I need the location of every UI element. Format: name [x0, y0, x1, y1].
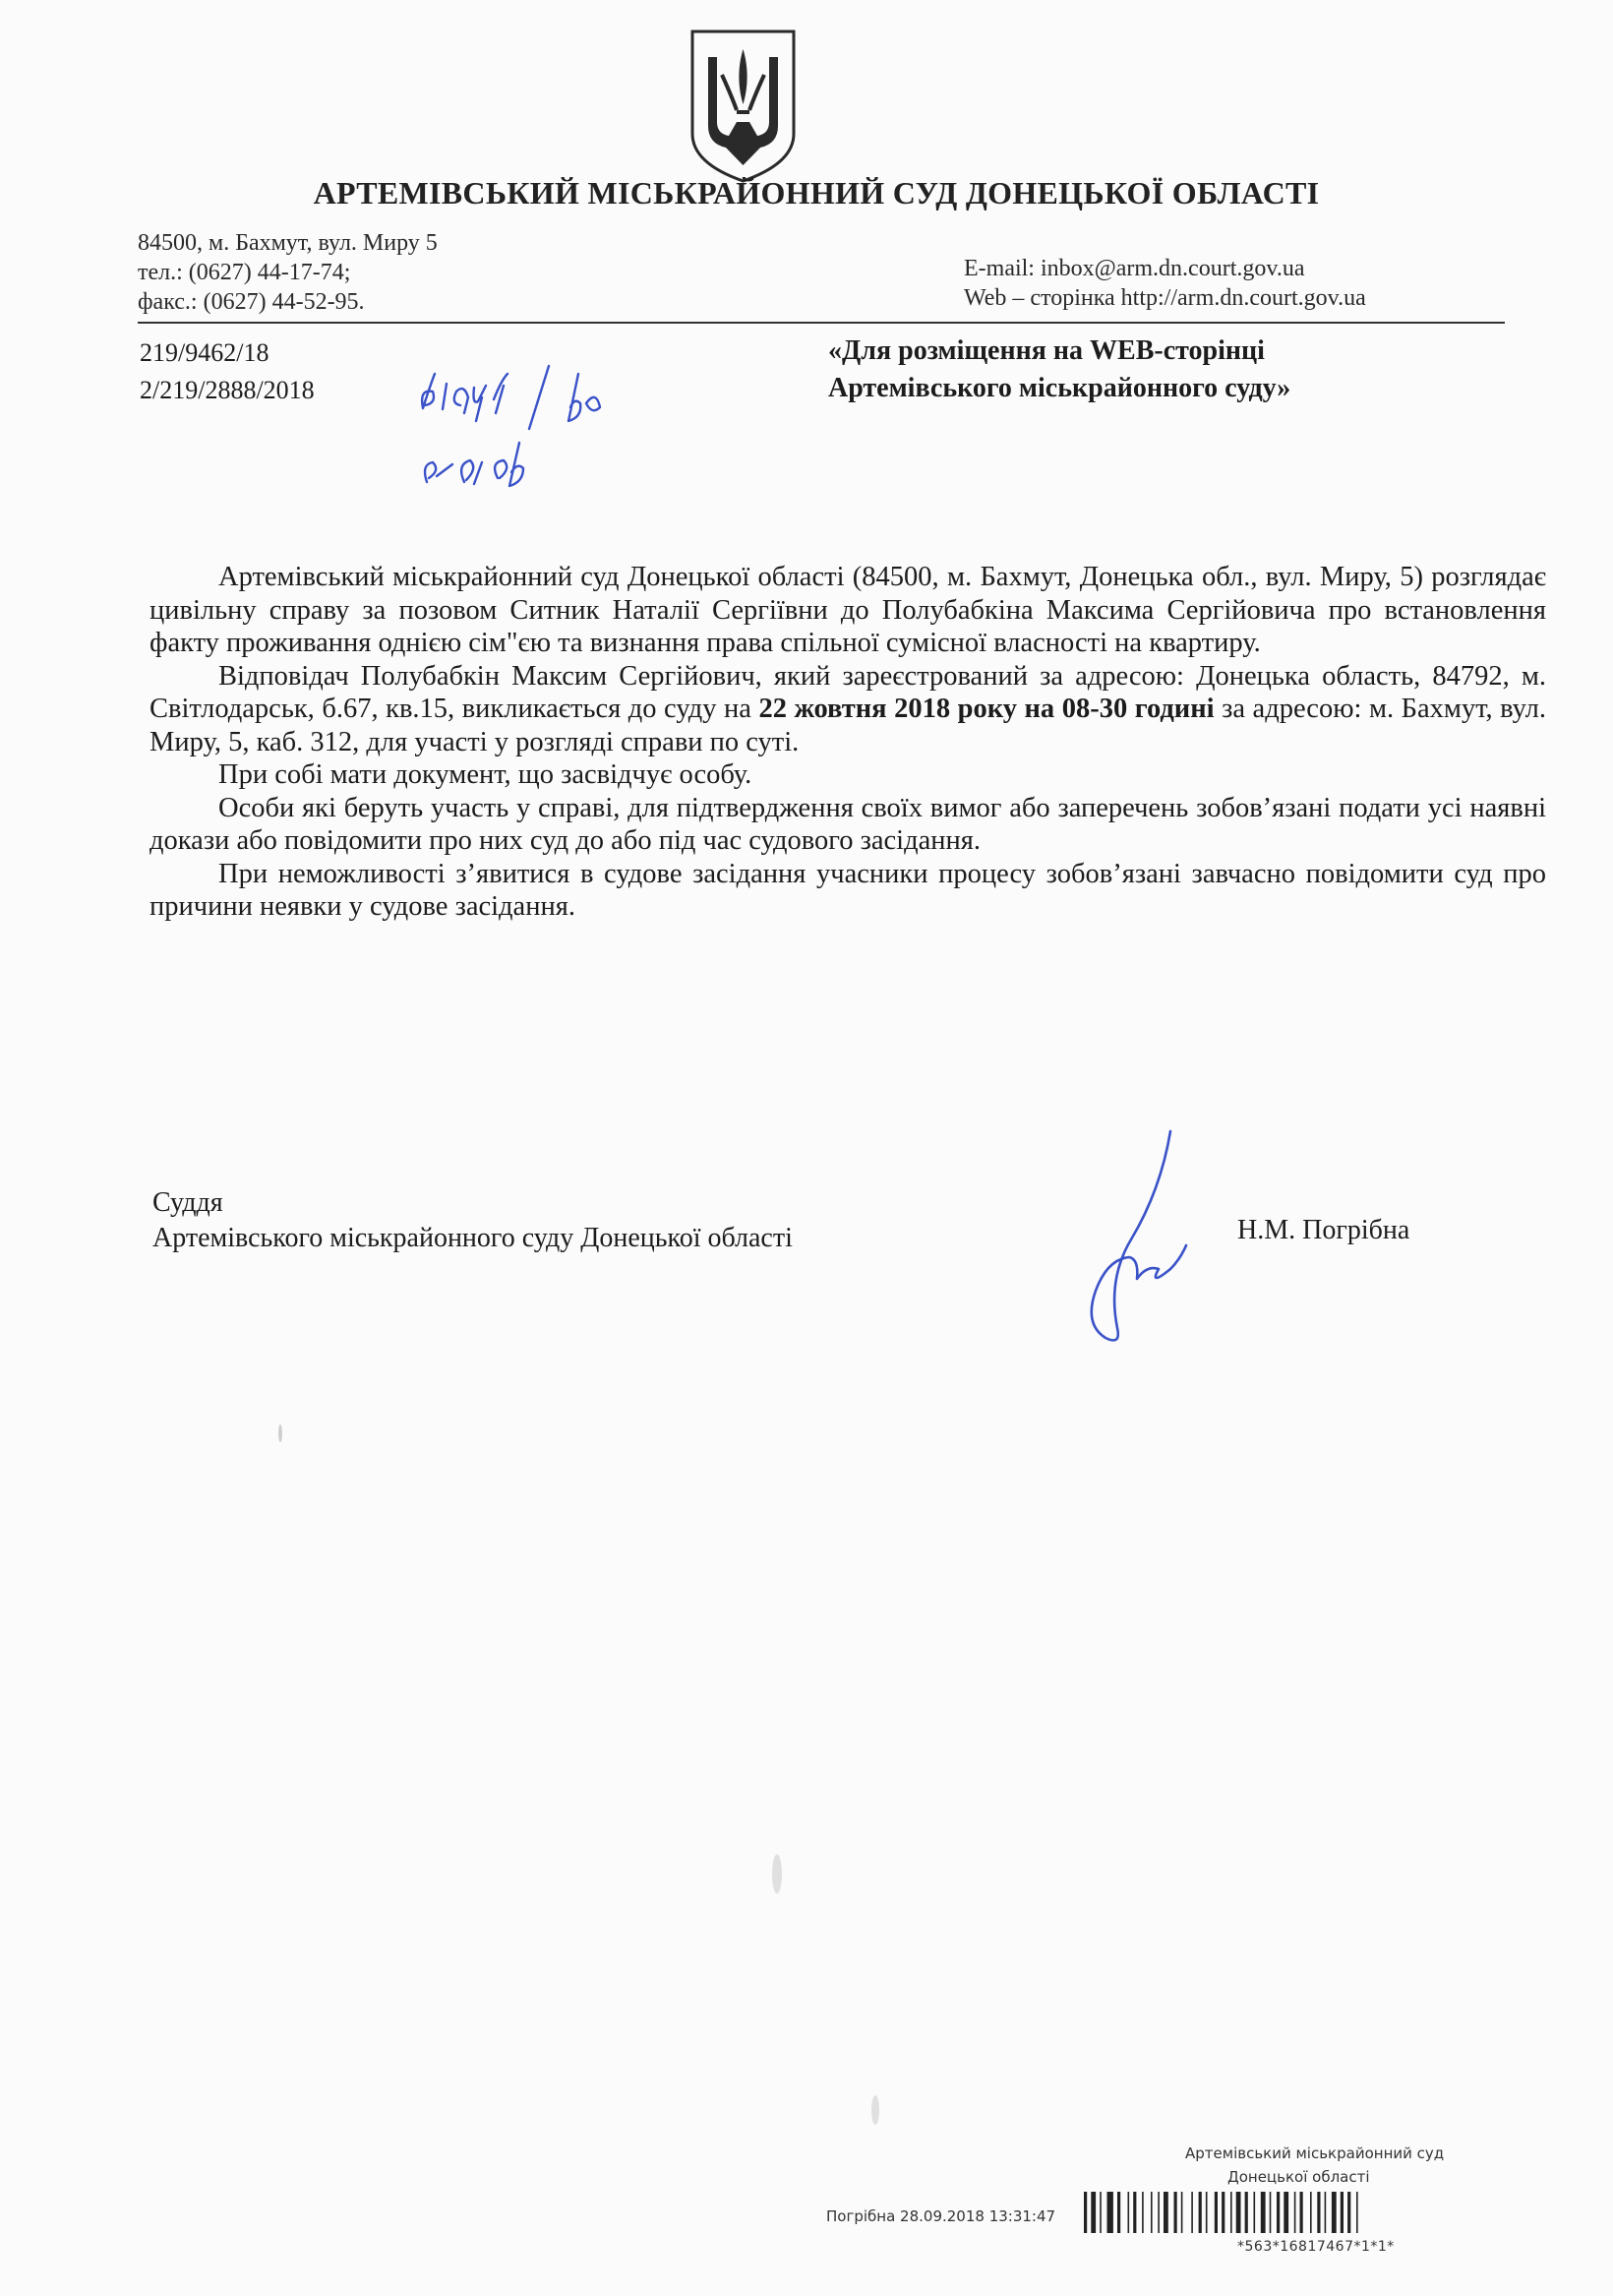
- scan-speck: [772, 1854, 782, 1894]
- barcode-bar: [1151, 2192, 1153, 2233]
- case-number: 219/9462/18: [140, 338, 269, 367]
- barcode-bar: [1128, 2192, 1130, 2233]
- court-address: 84500, м. Бахмут, вул. Миру 5: [138, 230, 438, 256]
- barcode-bar: [1245, 2192, 1248, 2233]
- court-website: Web – сторінка http://arm.dn.court.gov.ua: [964, 285, 1366, 311]
- proceeding-number: 2/219/2888/2018: [140, 376, 315, 404]
- paragraph-case-description: Артемівський міськрайонний суд Донецької області (84500, м. Бахмут, Донецька обл., вул. Миру, 5) розглядає цивільну справу за позовом Ситник Наталії Сергіївни до Полубабкіна Максима Сергійовича про встановлення факту проживання однією сім"єю та визнання права спільної сумісної власності на квартиру.: [149, 562, 1546, 658]
- contact-block-left: [138, 228, 438, 317]
- barcode-bar: [1091, 2192, 1096, 2233]
- handwritten-signature: [1023, 1121, 1220, 1348]
- barcode-bar: [1236, 2192, 1241, 2233]
- web-placement-note: [828, 332, 1290, 407]
- barcode-bar: [1174, 2192, 1177, 2233]
- barcode-bar: [1142, 2192, 1144, 2233]
- contact-block-right: [964, 254, 1366, 313]
- barcode-bar: [1325, 2192, 1327, 2233]
- barcode-bar: [1294, 2192, 1296, 2233]
- court-phone: тел.: (0627) 44-17-74;: [138, 260, 351, 285]
- hearing-date-time: 22 жовтня 2018 року на 08-30 годині: [758, 694, 1215, 724]
- barcode-bar: [1277, 2192, 1280, 2233]
- barcode-bar: [1317, 2192, 1320, 2233]
- scan-speck: [871, 2095, 879, 2125]
- handwritten-registration-note: [413, 344, 688, 512]
- header-divider: [138, 322, 1505, 324]
- barcode-bar: [1215, 2192, 1218, 2233]
- barcode-bar: [1206, 2192, 1208, 2233]
- barcode-bar: [1222, 2192, 1225, 2233]
- paragraph-absence: При неможливості з’явитися в судове засідання учасники процесу зобов’язані завчасно повідомити суд про причини неявки у судове засідання.: [149, 858, 1546, 922]
- court-email: E-mail: inbox@arm.dn.court.gov.ua: [964, 256, 1305, 281]
- stamp-court-name: Артемівський міськрайонний суд: [1185, 2145, 1445, 2162]
- barcode-bar: [1107, 2192, 1113, 2233]
- barcode-bar: [1347, 2192, 1350, 2233]
- judge-signature-block: [152, 1185, 793, 1256]
- stamp-registration-meta: Погрібна 28.09.2018 13:31:47: [826, 2207, 1056, 2225]
- court-fax: факс.: (0627) 44-52-95.: [138, 289, 365, 315]
- barcode-bar: [1181, 2192, 1183, 2233]
- summons-body: [149, 561, 1546, 924]
- judge-name: Н.М. Погрібна: [1237, 1215, 1410, 1245]
- paragraph-defendant-summons: [149, 660, 1546, 759]
- barcode-bar: [1117, 2192, 1120, 2233]
- barcode-bar: [1191, 2192, 1193, 2233]
- barcode-bar: [1199, 2192, 1202, 2233]
- barcode-bar: [1332, 2192, 1337, 2233]
- web-placement-line-1: «Для розміщення на WEB-сторінці: [828, 335, 1265, 366]
- barcode-bar: [1158, 2192, 1160, 2233]
- barcode-bar: [1284, 2192, 1288, 2233]
- scan-speck: [278, 1424, 282, 1442]
- barcode-bar: [1270, 2192, 1272, 2233]
- summons-text-start: Відповідач Полубабкін Максим Сергійович, який зареєстрований за адресою: Донецька область, 84792, м. Світлодарськ, б.67, кв.15, викликається до суду на: [149, 660, 1546, 724]
- case-numbers: [140, 334, 315, 409]
- barcode-number: *563*16817467*1*1*: [1237, 2239, 1395, 2255]
- barcode-bar: [1356, 2192, 1358, 2233]
- paragraph-id-document: При собі мати документ, що засвідчує особу.: [218, 759, 752, 790]
- state-emblem-icon: [687, 28, 800, 185]
- barcode-bar: [1261, 2192, 1266, 2233]
- barcode-bar: [1133, 2192, 1136, 2233]
- barcode-bar: [1254, 2192, 1256, 2233]
- judge-court: Артемівського міськрайонного суду Донецької області: [152, 1223, 793, 1253]
- barcode-bar: [1310, 2192, 1312, 2233]
- barcode-bar: [1230, 2192, 1232, 2233]
- barcode-icon: [1084, 2192, 1526, 2233]
- judge-title: Суддя: [152, 1187, 223, 1218]
- court-title: АРТЕМІВСЬКИЙ МІСЬКРАЙОННИЙ СУД ДОНЕЦЬКОЇ ОБЛАСТІ: [313, 175, 1320, 211]
- summons-text-end: за адресою: м. Бахмут, вул. Миру, 5, каб. 312, для участі у розгляді справи по суті.: [149, 694, 1546, 757]
- barcode-bar: [1341, 2192, 1344, 2233]
- registration-stamp: [826, 2145, 1574, 2272]
- barcode-bar: [1084, 2192, 1087, 2233]
- paragraph-evidence: Особи які беруть участь у справі, для підтвердження своїх вимог або заперечень зобов’язані подати усі наявні докази або повідомити про них суд до або під час судового засідання.: [149, 792, 1546, 856]
- stamp-region: Донецької області: [1227, 2168, 1370, 2186]
- barcode-bar: [1164, 2192, 1168, 2233]
- barcode-bar: [1100, 2192, 1102, 2233]
- web-placement-line-2: Артемівського міськрайонного суду»: [828, 373, 1291, 403]
- barcode-bar: [1300, 2192, 1303, 2233]
